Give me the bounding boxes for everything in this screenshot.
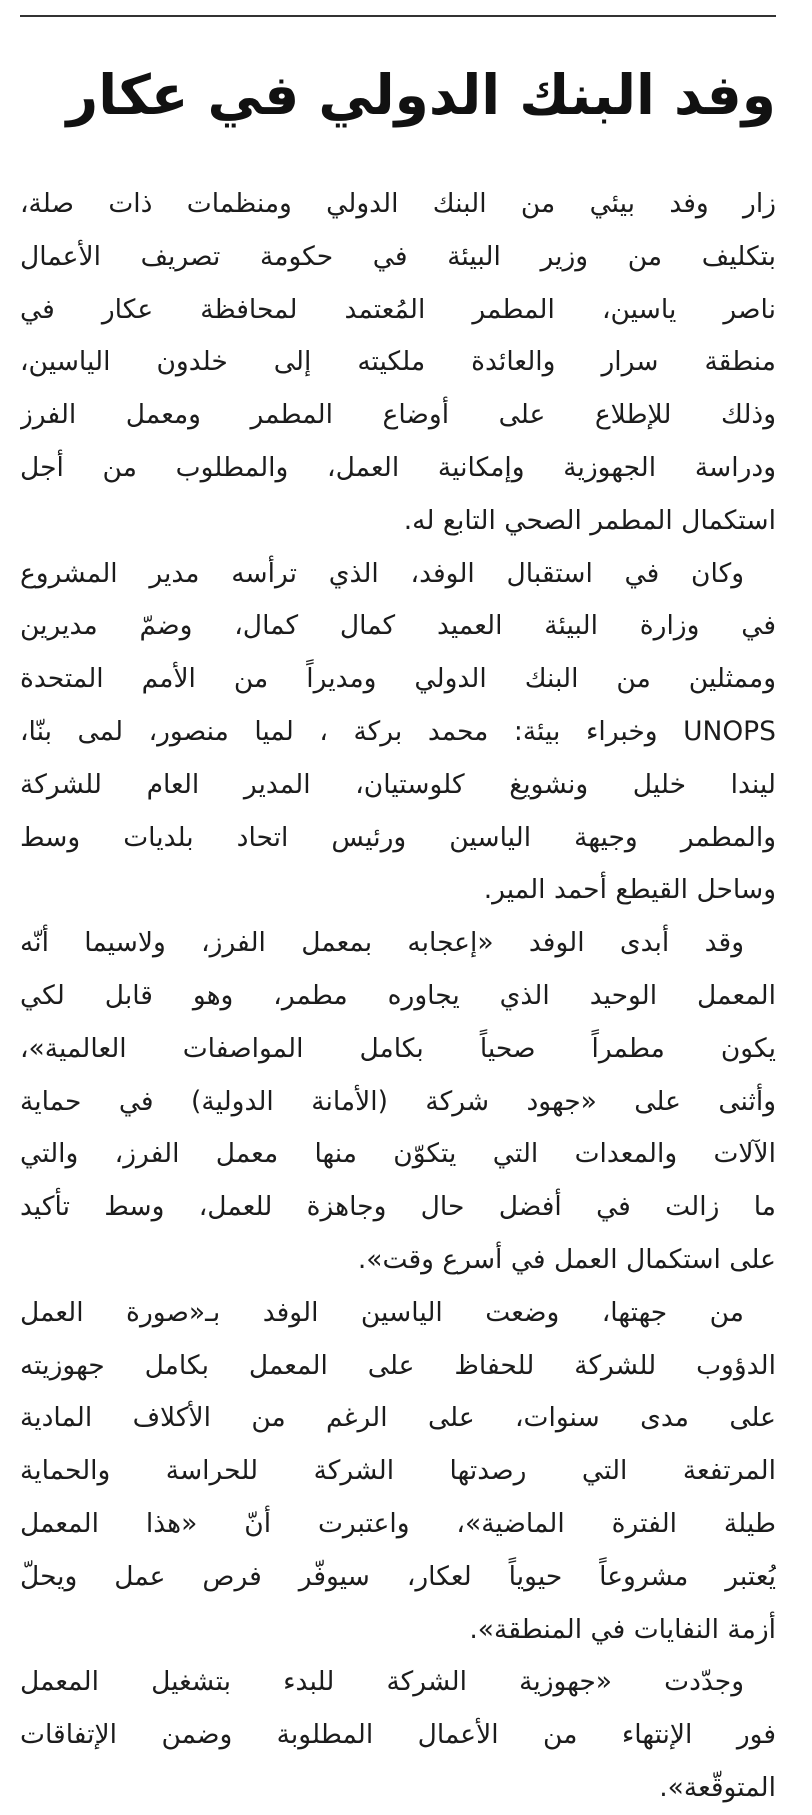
- text-line: فور الإنتهاء من الأعمال المطلوبة وضمن الإتفاقات: [20, 1719, 776, 1751]
- paragraph-2: [20, 548, 776, 918]
- text-line: وذلك للإطلاع على أوضاع المطمر ومعمل الفرز: [20, 399, 776, 431]
- paragraph-3: [20, 917, 776, 1287]
- text-line: وجدّدت «جهوزية الشركة للبدء بتشغيل المعمل: [20, 1666, 744, 1698]
- text-line: ودراسة الجهوزية وإمكانية العمل، والمطلوب من أجل: [20, 451, 776, 483]
- text-line: ما زالت في أفضل حال وجاهزة للعمل، وسط تأكيد: [20, 1191, 776, 1223]
- text-line: في وزارة البيئة العميد كمال كمال، وضمّ مديرين: [20, 610, 776, 642]
- paragraph-4: [20, 1287, 776, 1657]
- paragraph-5: [20, 1656, 776, 1814]
- text-line: زار وفد بيئي من البنك الدولي ومنظمات ذات صلة،: [20, 188, 776, 219]
- paragraph-1: [20, 178, 776, 548]
- text-line: ليندا خليل ونشويغ كلوستيان، المدير العام للشركة: [20, 768, 776, 800]
- text-line: ناصر ياسين، المطمر المُعتمد لمحافظة عكار في: [20, 293, 776, 325]
- text-line: وساحل القيطع أحمد المير.: [483, 874, 776, 906]
- article-headline: وفد البنك الدولي في عكار: [66, 63, 776, 127]
- text-line: المتوقّعة».: [659, 1771, 776, 1803]
- text-line: يُعتبر مشروعاً حيوياً لعكار، سيوفّر فرص عمل ويحلّ: [20, 1560, 776, 1592]
- text-line: وكان في استقبال الوفد، الذي ترأسه مدير المشروع: [20, 557, 744, 589]
- text-line: المرتفعة التي رصدتها الشركة للحراسة والحماية: [20, 1455, 776, 1487]
- text-line: وممثلين من البنك الدولي ومديراً من الأمم المتحدة: [20, 663, 776, 695]
- text-line: والمطمر وجيهة الياسين ورئيس اتحاد بلديات وسط: [20, 821, 776, 853]
- text-line: وقد أبدى الوفد «إعجابه بمعمل الفرز، ولاسيما أنّه: [20, 927, 744, 959]
- text-line: منطقة سرار والعائدة ملكيته إلى خلدون الياسين،: [20, 346, 776, 378]
- text-line: استكمال المطمر الصحي التابع له.: [403, 504, 776, 536]
- text-line: بتكليف من وزير البيئة في حكومة تصريف الأعمال: [20, 240, 776, 272]
- text-line: الآلات والمعدات التي يتكوّن منها معمل الفرز، والتي: [20, 1138, 776, 1170]
- text-line: على استكمال العمل في أسرع وقت».: [357, 1243, 776, 1275]
- text-line: يكون مطمراً صحياً بكامل المواصفات العالمية»،: [20, 1032, 776, 1064]
- text-line: أزمة النفايات في المنطقة».: [469, 1613, 776, 1645]
- article-body: [20, 178, 776, 1815]
- top-rule: [20, 15, 776, 17]
- text-line: UNOPS وخبراء بيئة: محمد بركة ، لميا منصور، لمى بنّا،: [20, 715, 776, 747]
- text-line: المعمل الوحيد الذي يجاوره مطمر، وهو قابل لكي: [20, 979, 776, 1011]
- text-line: طيلة الفترة الماضية»، واعتبرت أنّ «هذا المعمل: [20, 1507, 776, 1539]
- text-line: وأثنى على «جهود شركة (الأمانة الدولية) في حماية: [20, 1085, 776, 1117]
- text-line: من جهتها، وضعت الياسين الوفد بـ«صورة العمل: [20, 1296, 744, 1328]
- text-line: الدؤوب للشركة للحفاظ على المعمل بكامل جهوزيته: [20, 1349, 776, 1381]
- text-line: على مدى سنوات، على الرغم من الأكلاف المادية: [20, 1402, 776, 1434]
